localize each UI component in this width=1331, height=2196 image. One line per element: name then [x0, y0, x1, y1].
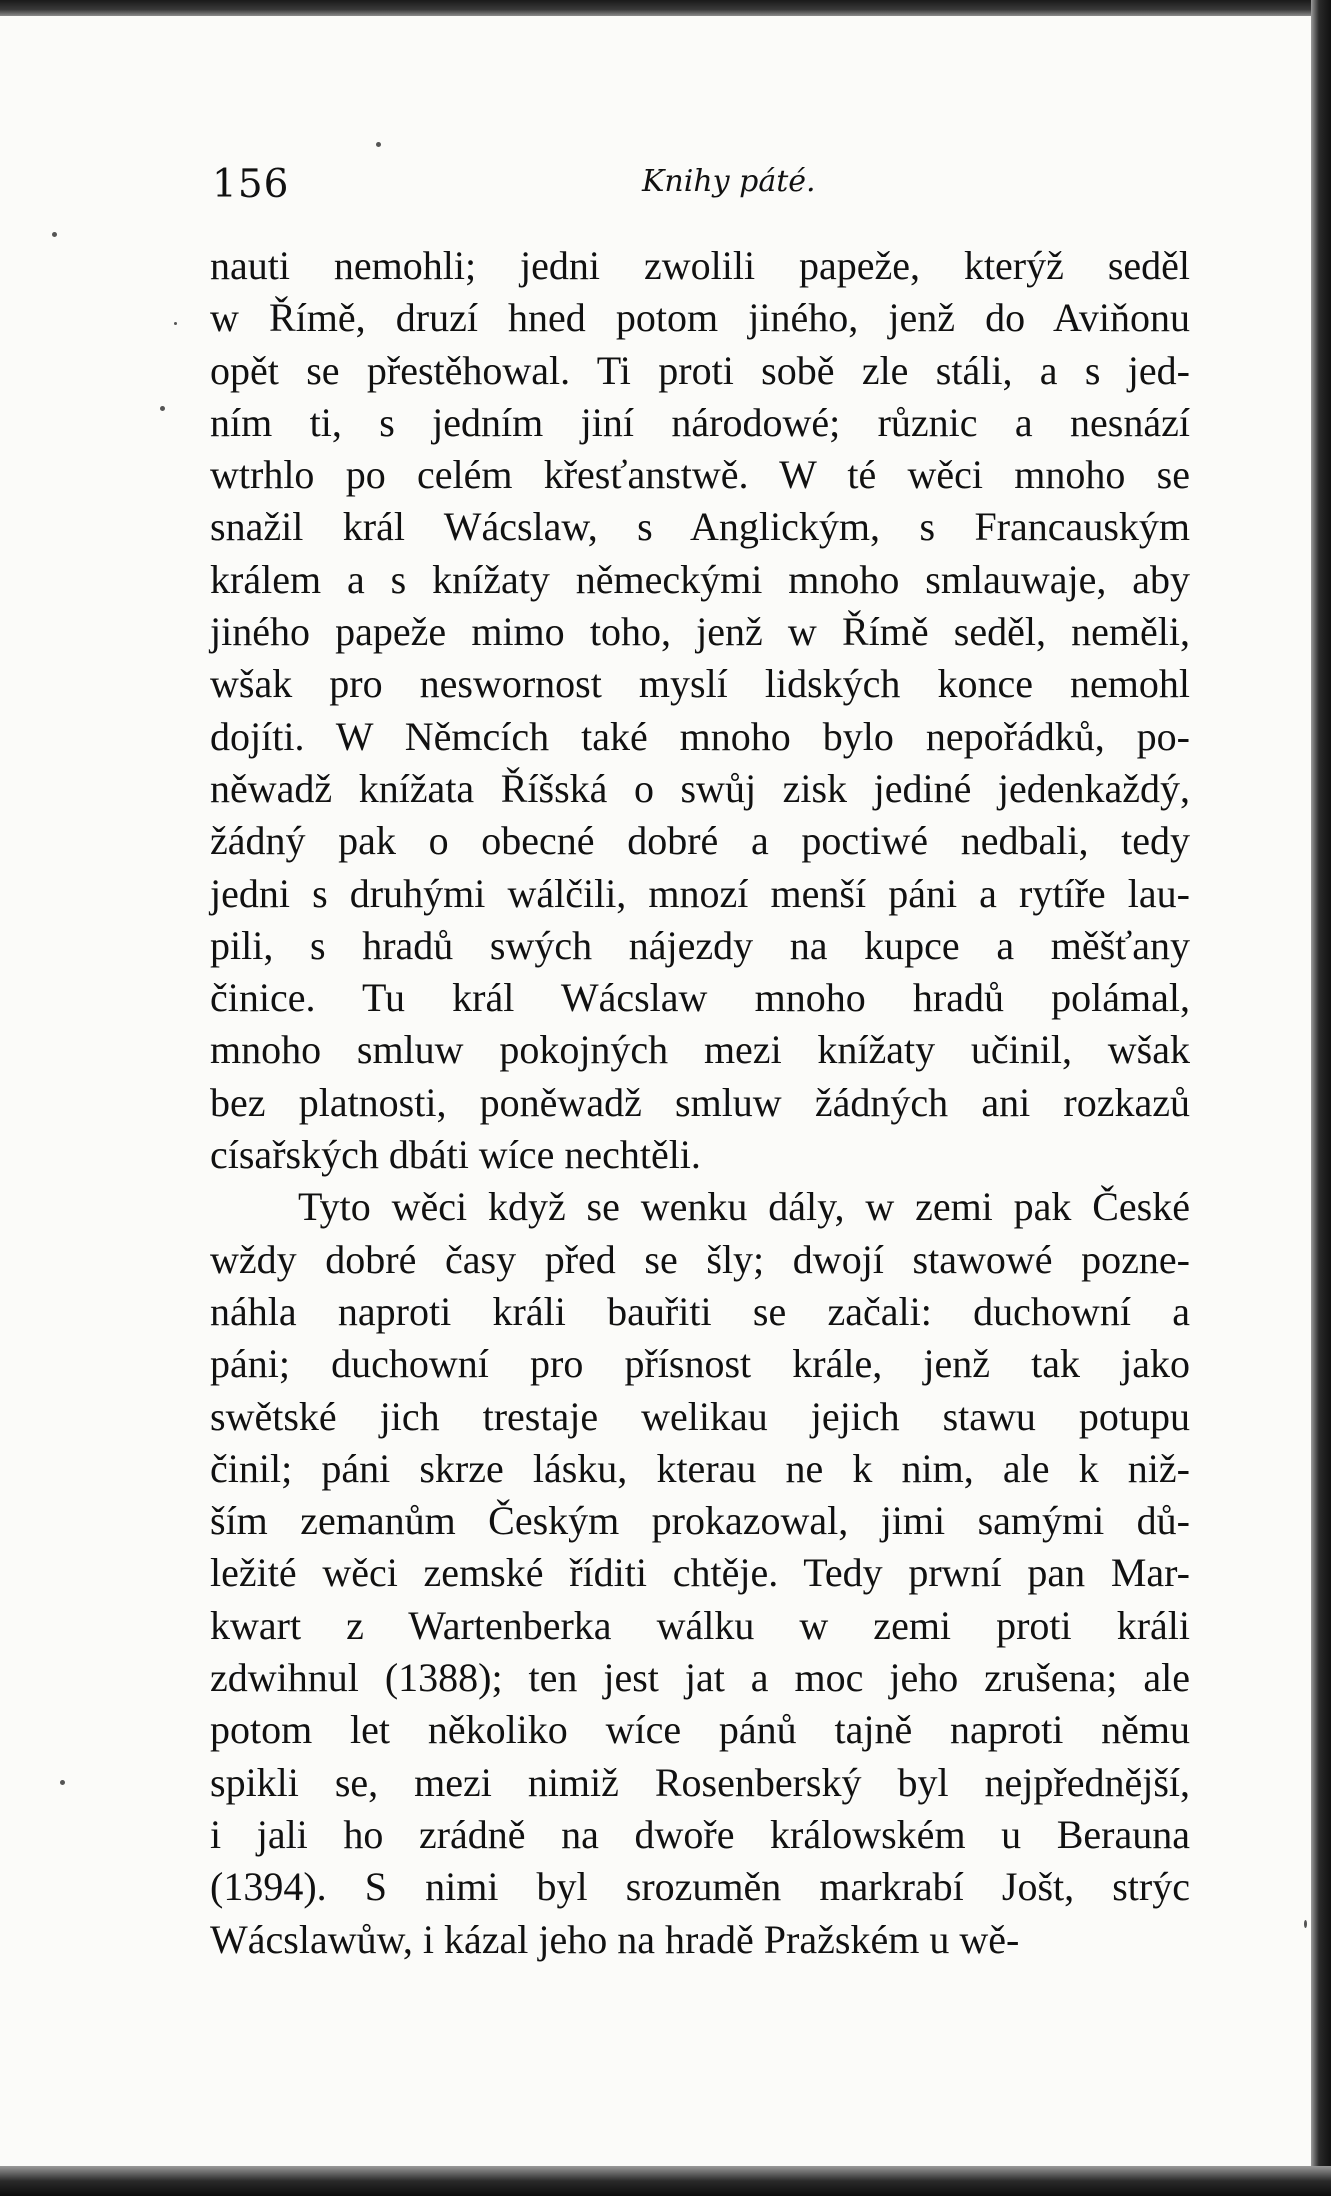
scan-speck: [376, 142, 381, 147]
text-line: swětské jich trestaje welikau jejich stawu potupu: [210, 1393, 1190, 1439]
text-line: ležité wěci zemské říditi chtěje. Tedy prwní pan Mar-: [210, 1550, 1190, 1596]
text-line: ším zemanům Českým prokazowal, jimi samými dů-: [210, 1498, 1190, 1544]
scan-border-bottom: [0, 2166, 1331, 2196]
page-number: 156: [212, 162, 290, 207]
scan-speck: [1304, 1920, 1307, 1928]
text-line: Tyto wěci když se wenku dály, w zemi pak České: [298, 1184, 1190, 1230]
scan-speck: [174, 322, 177, 325]
text-line: opět se přestěhowal. Ti proti sobě zle stáli, a s jed-: [210, 347, 1190, 393]
text-line: i jali ho zrádně na dwoře králowském u Berauna: [210, 1811, 1190, 1857]
text-line: potom let několiko wíce pánů tajně naproti němu: [210, 1707, 1190, 1753]
text-line: w Římě, druzí hned potom jiného, jenž do Aviňonu: [210, 295, 1190, 341]
text-line: snažil král Wácslaw, s Anglickým, s Francauským: [210, 504, 1190, 550]
text-line: jedni s druhými wálčili, mnozí menší páni a rytíře lau-: [210, 870, 1190, 916]
page-header: [212, 150, 1186, 210]
text-line: mnoho smluw pokojných mezi knížaty učinil, wšak: [210, 1027, 1190, 1073]
text-line: bez platnosti, poněwadž smluw žádných ani rozkazů: [210, 1079, 1190, 1125]
text-line: náhla naproti králi bauřiti se začali: duchowní a: [210, 1288, 1190, 1334]
scan-speck: [52, 232, 57, 237]
scan-speck: [60, 1780, 65, 1785]
text-line: Wácslawůw, i kázal jeho na hradě Pražském u wě-: [210, 1916, 1020, 1962]
text-line: wšak pro neswornost myslí lidských konce nemohl: [210, 661, 1190, 707]
body-text: [210, 240, 1190, 1966]
text-line: císařských dbáti wíce nechtěli.: [210, 1132, 701, 1178]
text-line: páni; duchowní pro přísnost krále, jenž tak jako: [210, 1341, 1190, 1387]
text-line: wtrhlo po celém křesťanstwě. W té wěci mnoho se: [210, 452, 1190, 498]
text-line: dojíti. W Němcích také mnoho bylo nepořádků, po-: [210, 713, 1190, 759]
text-line: zdwihnul (1388); ten jest jat a moc jeho zrušena; ale: [210, 1655, 1190, 1701]
text-line: králem a s knížaty německými mnoho smlauwaje, aby: [210, 556, 1190, 602]
text-line: ním ti, s jedním jiní národowé; různic a nesnází: [210, 399, 1190, 445]
text-line: kwart z Wartenberka wálku w zemi proti králi: [210, 1602, 1190, 1648]
text-line: wždy dobré časy před se šly; dwojí stawowé pozne-: [210, 1236, 1190, 1282]
text-line: spikli se, mezi nimiž Rosenberský byl nejpřednější,: [210, 1759, 1190, 1805]
scan-border-right: [1311, 0, 1331, 2196]
text-line: činil; páni skrze lásku, kterau ne k nim, ale k niž-: [210, 1445, 1190, 1491]
running-head: Knihy páté.: [642, 164, 816, 199]
text-line: pili, s hradů swých nájezdy na kupce a měšťany: [210, 922, 1190, 968]
text-line: nauti nemohli; jedni zwolili papeže, kterýž seděl: [210, 243, 1190, 288]
text-line: činice. Tu král Wácslaw mnoho hradů polámal,: [210, 975, 1190, 1021]
scan-speck: [160, 406, 165, 411]
text-line: žádný pak o obecné dobré a poctiwé nedbali, tedy: [210, 818, 1190, 864]
text-line: něwadž knížata Říšská o swůj zisk jediné jedenkaždý,: [210, 765, 1190, 811]
text-line: jiného papeže mimo toho, jenž w Římě seděl, neměli,: [210, 609, 1190, 655]
scan-border-top: [0, 0, 1331, 16]
text-line: (1394). S nimi byl srozuměn markrabí Jošt, strýc: [210, 1864, 1190, 1910]
